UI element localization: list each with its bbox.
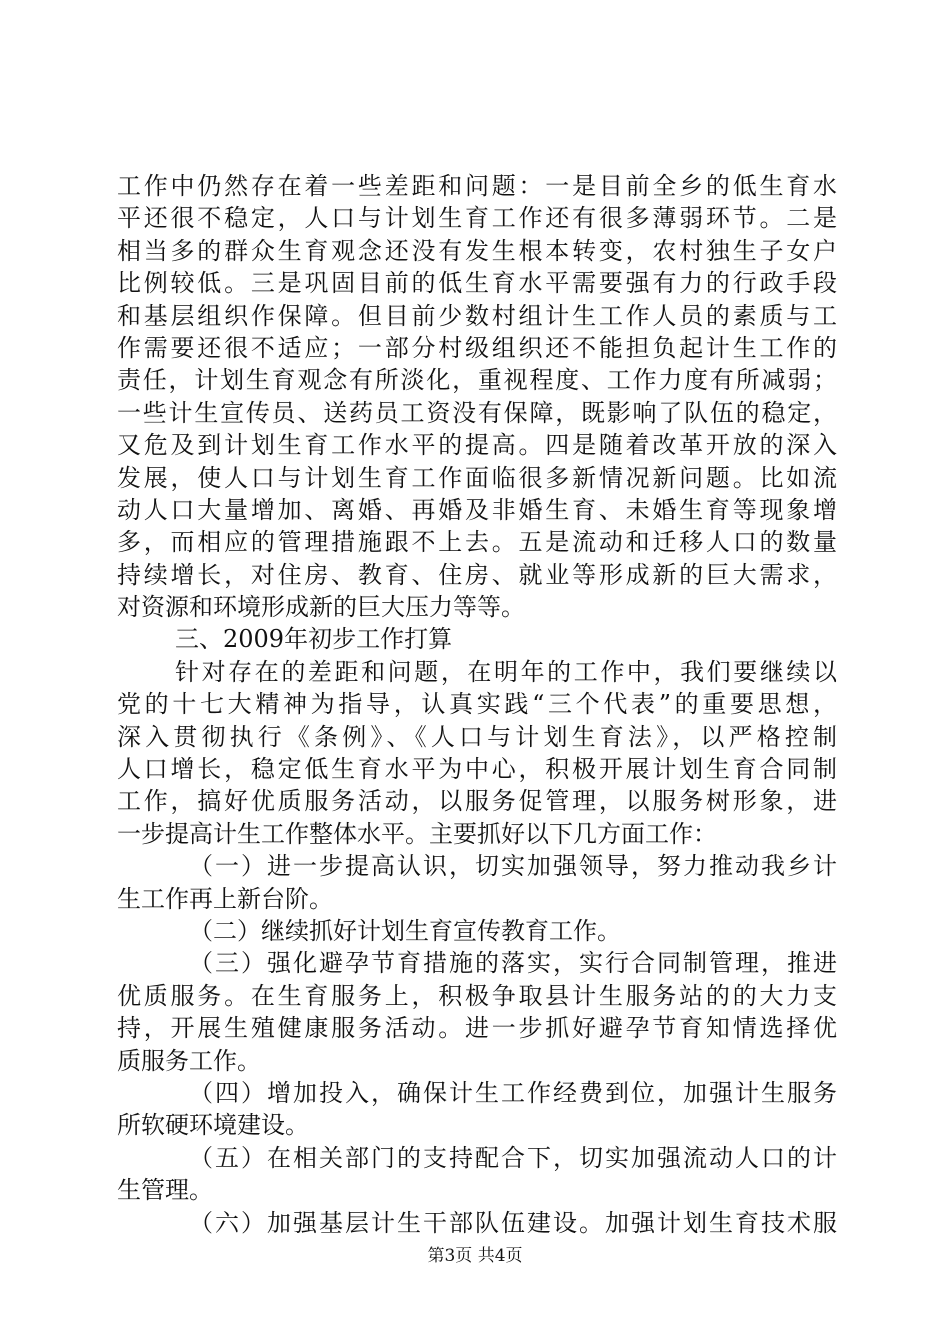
document-body — [117, 170, 837, 1239]
text-line: 平还很不稳定，人口与计划生育工作还有很多薄弱环节。二是 — [117, 204, 837, 233]
text-line: 持续增长，对住房、教育、住房、就业等形成新的巨大需求， — [117, 560, 837, 589]
text-line: 相当多的群众生育观念还没有发生根本转变，农村独生子女户 — [117, 236, 837, 265]
text-line: 持，开展生殖健康服务活动。进一步抓好避孕节育知情选择优 — [117, 1014, 837, 1043]
text-line: 三、2009年初步工作打算 — [175, 625, 453, 654]
text-line: 发展，使人口与计划生育工作面临很多新情况新问题。比如流 — [117, 463, 837, 492]
text-line: 生管理。 — [117, 1176, 213, 1205]
text-line: 比例较低。三是巩固目前的低生育水平需要强有力的行政手段 — [117, 269, 837, 298]
text-line: 作需要还很不适应；一部分村级组织还不能担负起计生工作的 — [117, 333, 837, 362]
text-line: 责任，计划生育观念有所淡化，重视程度、工作力度有所减弱； — [117, 366, 837, 395]
text-line: 工作中仍然存在着一些差距和问题：一是目前全乡的低生育水 — [117, 172, 837, 200]
text-line: （三）强化避孕节育措施的落实，实行合同制管理，推进 — [189, 949, 837, 978]
text-line: （五）在相关部门的支持配合下，切实加强流动人口的计 — [189, 1143, 837, 1172]
text-line: 又危及到计划生育工作水平的提高。四是随着改革开放的深入 — [117, 431, 837, 460]
text-line: 优质服务。在生育服务上，积极争取县计生服务站的的大力支 — [117, 981, 837, 1010]
text-line: 所软硬环境建设。 — [117, 1111, 309, 1140]
text-line: 党的十七大精神为指导，认真实践“三个代表”的重要思想， — [117, 690, 837, 719]
text-line: 和基层组织作保障。但目前少数村组计生工作人员的素质与工 — [117, 301, 837, 330]
text-line: 质服务工作。 — [117, 1046, 261, 1075]
text-line: （六）加强基层计生干部队伍建设。加强计划生育技术服 — [189, 1208, 837, 1237]
text-line: （二）继续抓好计划生育宣传教育工作。 — [189, 916, 621, 945]
text-line: 一些计生宣传员、送药员工资没有保障，既影响了队伍的稳定， — [117, 398, 837, 427]
text-line: 对资源和环境形成新的巨大压力等等。 — [117, 593, 525, 622]
text-line: （四）增加投入，确保计生工作经费到位，加强计生服务 — [189, 1078, 837, 1107]
text-line: 工作，搞好优质服务活动，以服务促管理，以服务树形象，进 — [117, 787, 837, 816]
text-line: 人口增长，稳定低生育水平为中心，积极开展计划生育合同制 — [117, 755, 837, 784]
page-footer: 第3页 共4页 — [427, 1246, 523, 1266]
text-line: 针对存在的差距和问题，在明年的工作中，我们要继续以 — [175, 657, 837, 686]
text-line: 生工作再上新台阶。 — [117, 884, 333, 913]
text-line: 一步提高计生工作整体水平。主要抓好以下几方面工作： — [117, 819, 717, 848]
text-line: 动人口大量增加、离婚、再婚及非婚生育、未婚生育等现象增 — [117, 495, 837, 524]
text-line: （一）进一步提高认识，切实加强领导，努力推动我乡计 — [189, 852, 837, 881]
text-line: 深入贯彻执行《条例》、《人口与计划生育法》，以严格控制 — [117, 722, 837, 751]
text-line: 多，而相应的管理措施跟不上去。五是流动和迁移人口的数量 — [117, 528, 837, 557]
